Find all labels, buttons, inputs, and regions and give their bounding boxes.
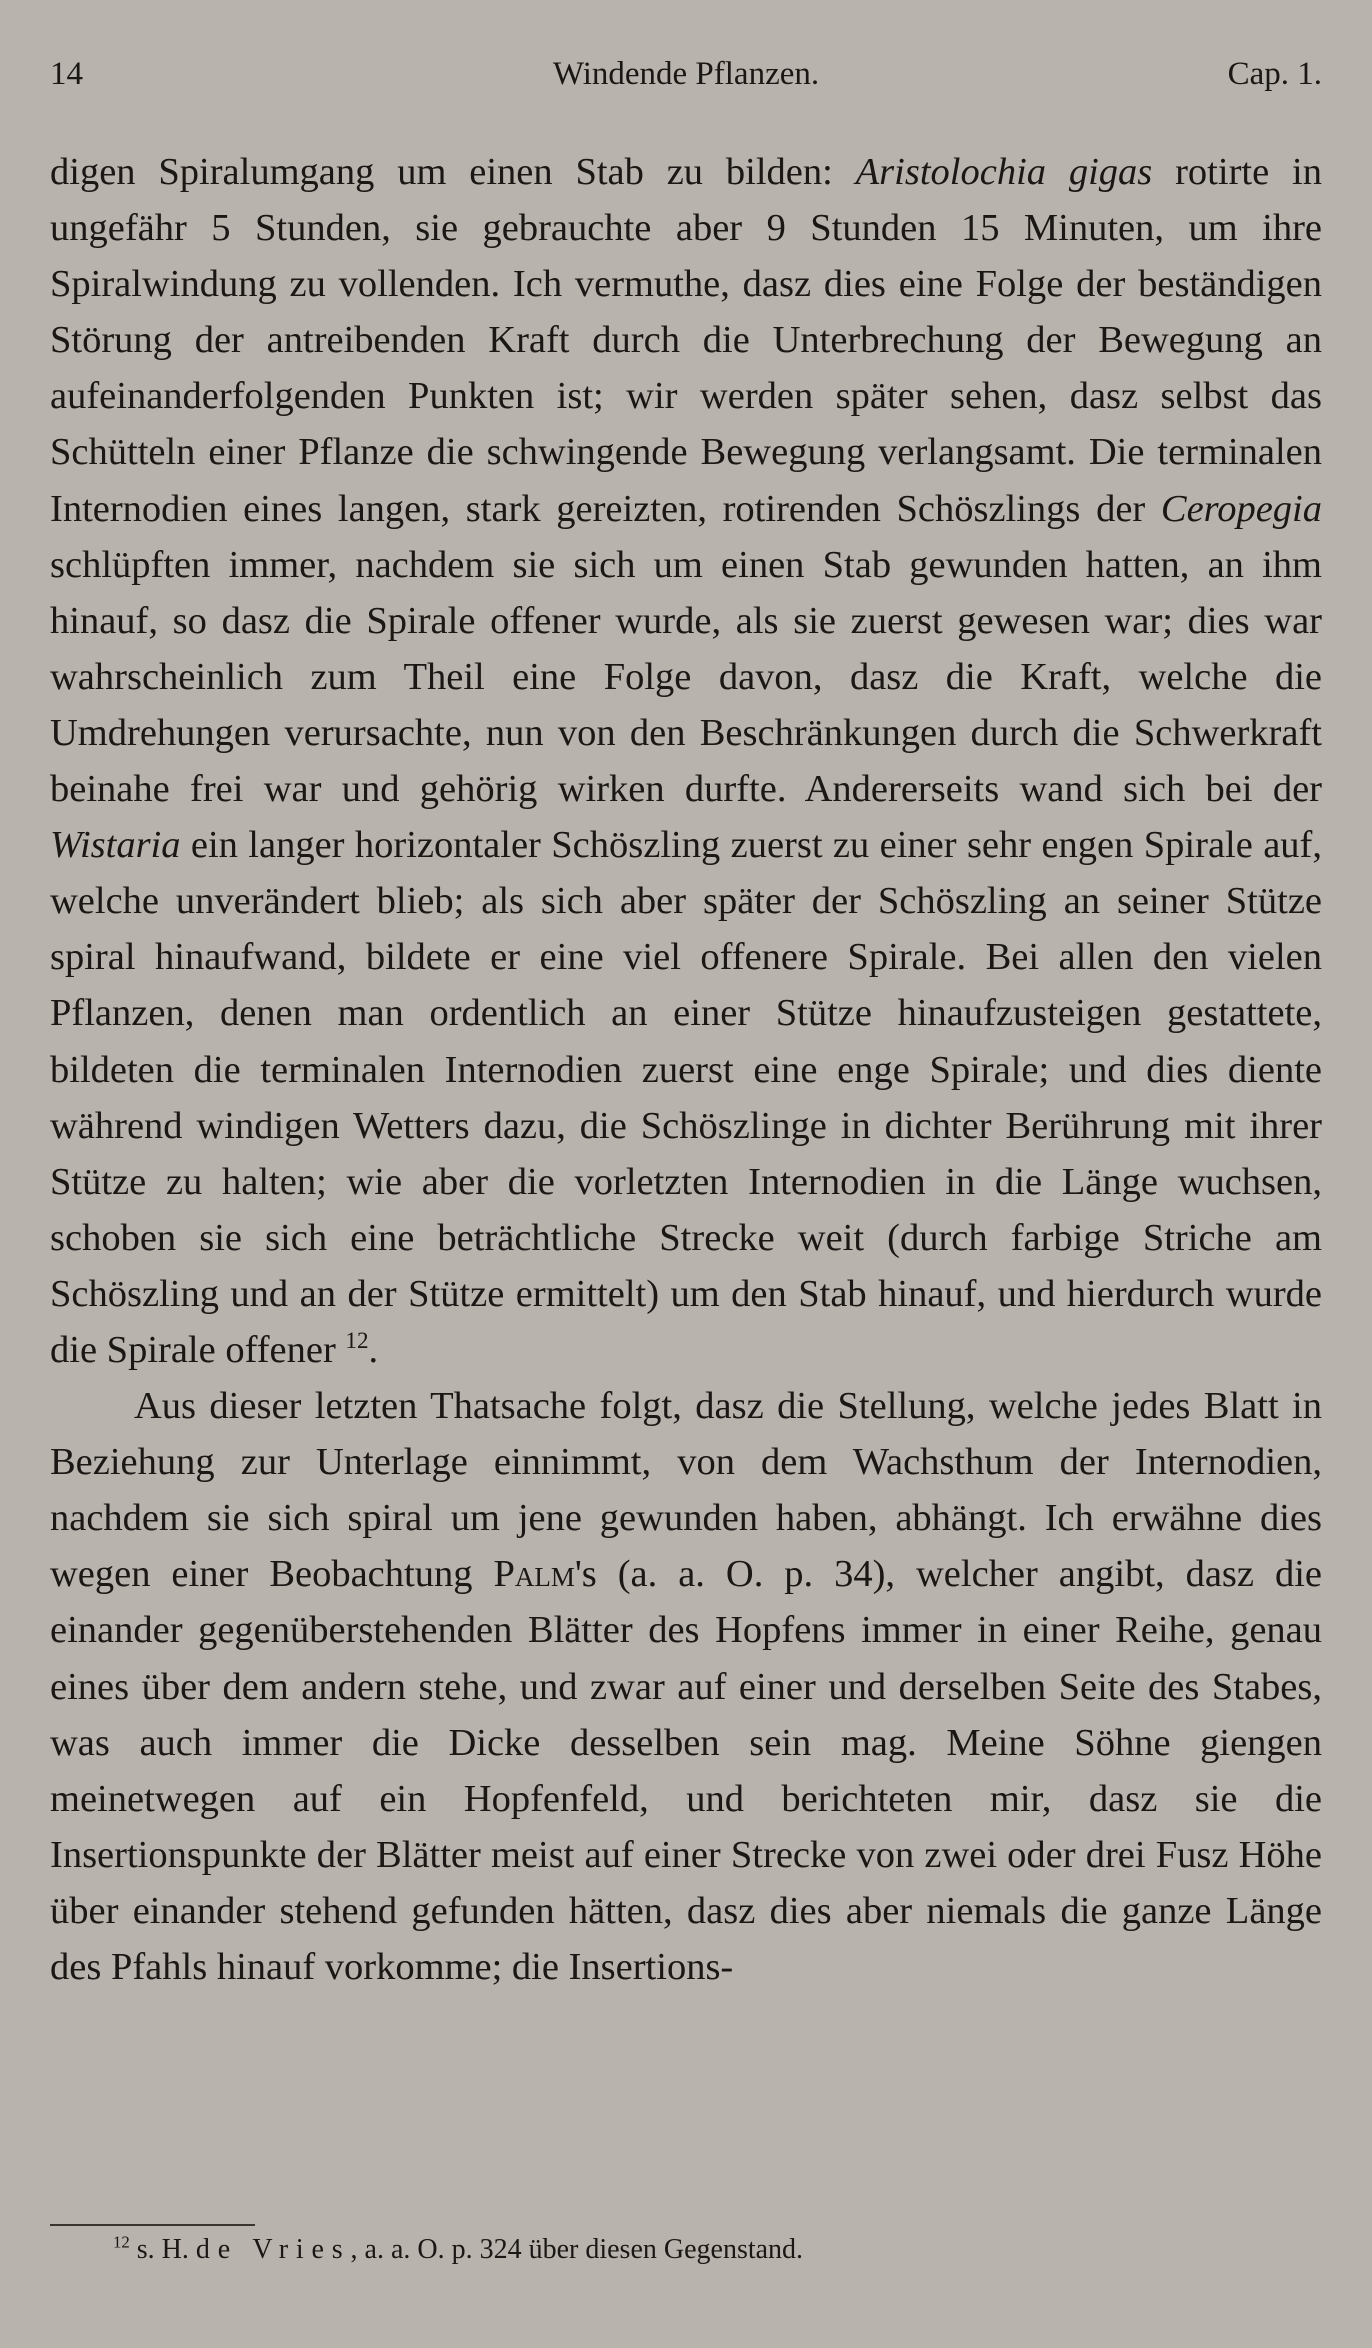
running-title: Windende Pflanzen. xyxy=(552,56,820,92)
body-text xyxy=(50,144,1322,1995)
text-run: digen Spiralumgang um einen Stab zu bilden: xyxy=(50,151,856,193)
species-name: Ceropegia xyxy=(1160,487,1322,530)
page-number: 14 xyxy=(50,56,83,92)
author-name: Palm xyxy=(493,1553,575,1596)
text-run: , a. a. O. p. 324 über diesen Gegenstand. xyxy=(350,2234,804,2265)
author-name: de Vries xyxy=(195,2234,351,2265)
text-run: rotirte in ungefähr 5 Stunden, sie gebrauchte aber 9 Stunden 15 Minuten, um ihre Spiralwindung zu vollenden. Ich vermuthe, dasz dies eine Folge der beständigen Störung der antreibenden Kraft durch die Unterbrechung der Bewegung an aufeinanderfolgenden Punkten ist; wir werden später sehen, dasz selbst das Schütteln einer Pflanze die schwingende Bewegung verlangsamt. Die terminalen Internodien eines langen, stark gereizten, rotirenden Schöszlings der xyxy=(50,151,1322,530)
page-header xyxy=(50,56,1322,106)
text-run: 's (a. a. O. p. 34), welcher angibt, dasz die einander gegenüberstehenden Blätter des Hopfens immer in einer Reihe, genau eines über dem andern stehe, und zwar auf einer und derselben Seite des Stabes, was auch immer die Dicke desselben sein mag. Meine Söhne giengen meinetwegen auf ein Hopfenfeld, und berichteten mir, dasz sie die Insertionspunkte der Blätter meist auf einer Strecke von zwei oder drei Fusz Höhe über einander stehend gefunden hätten, dasz dies aber niemals die ganze Länge des Pfahls hinauf vorkomme; die Insertions- xyxy=(50,1553,1322,1988)
species-name: Aristolochia gigas xyxy=(855,151,1153,193)
footnote-number: 12 xyxy=(113,2232,130,2252)
paragraph-1 xyxy=(50,144,1322,1378)
footnote-ref[interactable]: 12 xyxy=(345,1327,369,1354)
species-name: Wistaria xyxy=(50,824,181,867)
text-run: . xyxy=(368,1328,379,1371)
text-run: s. H. xyxy=(129,2234,196,2265)
chapter-label: Cap. 1. xyxy=(1227,56,1322,92)
text-run: ein langer horizontaler Schöszling zuerst zu einer sehr engen Spirale auf, welche unverändert blieb; als sich aber später der Schöszling an seiner Stütze spiral hinaufwand, bildete er eine viel offenere Spirale. Bei allen den vielen Pflanzen, denen man ordentlich an einer Stütze hinaufzusteigen gestattete, bildeten die terminalen Internodien zuerst eine enge Spirale; und dies diente während windigen Wetters dazu, die Schöszlinge in dichter Berührung mit ihrer Stütze zu halten; wie aber die vorletzten Internodien in die Länge wuchsen, schoben sie sich eine beträchtliche Strecke weit (durch farbige Striche am Schöszling und an der Stütze ermittelt) um den Stab hinauf, und hierdurch wurde die Spirale offener xyxy=(50,824,1322,1371)
footnote xyxy=(113,2230,803,2270)
paragraph-2 xyxy=(50,1378,1322,1995)
text-run: schlüpften immer, nachdem sie sich um einen Stab gewunden hatten, an ihm hinauf, so dasz die Spirale offener wurde, als sie zuerst gewesen war; dies war wahrscheinlich zum Theil eine Folge davon, dasz die Kraft, welche die Umdrehungen verursachte, nun von den Beschränkungen durch die Schwerkraft beinahe frei war und gehörig wirken durfte. Andererseits wand sich bei der xyxy=(50,543,1322,811)
text-run: Aus dieser letzten Thatsache folgt, dasz die Stellung, welche jedes Blatt in Beziehung zur Unterlage einnimmt, von dem Wachsthum der Internodien, nachdem sie sich spiral um jene gewunden haben, abhängt. Ich erwähne dies wegen einer Beobachtung xyxy=(50,1385,1322,1596)
footnote-rule xyxy=(50,2224,255,2226)
